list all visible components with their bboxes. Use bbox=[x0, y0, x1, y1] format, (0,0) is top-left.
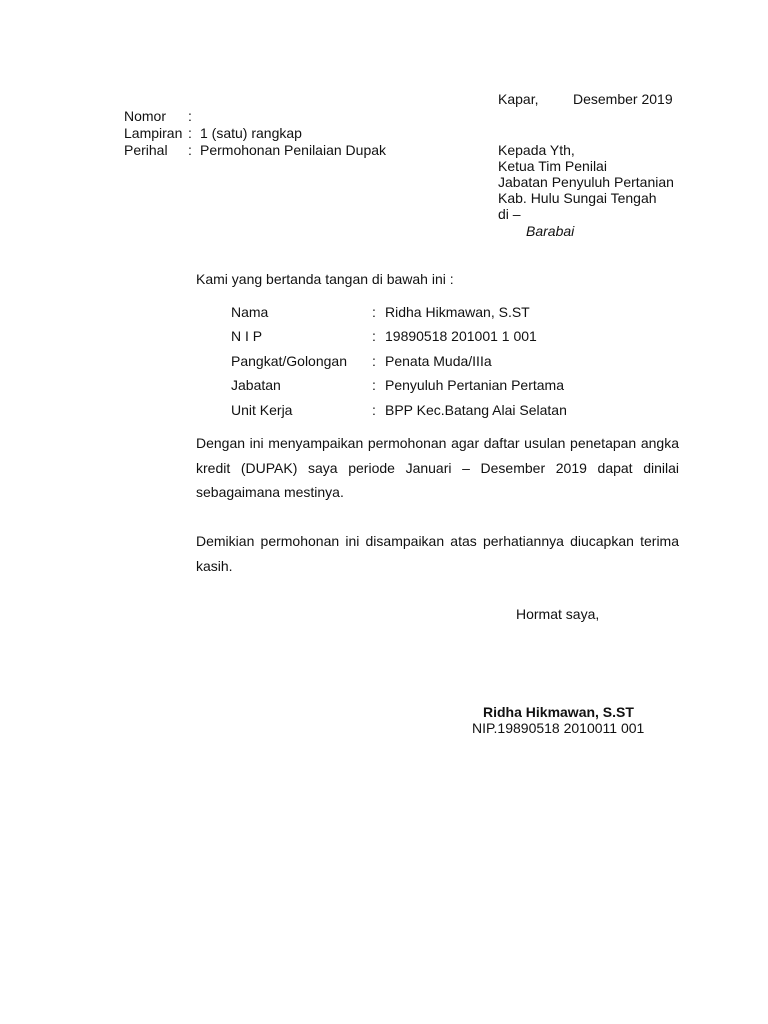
identity-label: Unit Kerja bbox=[231, 402, 293, 418]
meta-perihal-row bbox=[124, 142, 386, 159]
identity-label: Pangkat/Golongan bbox=[231, 353, 347, 369]
identity-value: BPP Kec.Batang Alai Selatan bbox=[385, 402, 567, 418]
recipient-line-5: di – bbox=[498, 206, 521, 222]
meta-lampiran-row bbox=[124, 125, 302, 142]
identity-colon: : bbox=[372, 328, 376, 344]
identity-value: Penyuluh Pertanian Pertama bbox=[385, 377, 564, 393]
meta-perihal-colon: : bbox=[188, 142, 192, 158]
recipient-line-2: Ketua Tim Penilai bbox=[498, 158, 607, 174]
signer-nip: NIP.19890518 2010011 001 bbox=[472, 720, 645, 736]
identity-colon: : bbox=[372, 402, 376, 418]
recipient-line-3: Jabatan Penyuluh Pertanian bbox=[498, 174, 674, 190]
identity-colon: : bbox=[372, 353, 376, 369]
letter-place: Kapar, bbox=[498, 91, 539, 107]
letter-date: Desember 2019 bbox=[573, 91, 673, 107]
identity-colon: : bbox=[372, 304, 376, 320]
meta-perihal-value: Permohonan Penilaian Dupak bbox=[200, 142, 387, 158]
identity-colon: : bbox=[372, 377, 376, 393]
meta-nomor-row bbox=[124, 108, 200, 125]
closing-salutation: Hormat saya, bbox=[516, 606, 600, 622]
body-paragraph-1: Dengan ini menyampaikan permohonan agar daftar usulan penetapan angka kredit (DUPAK) saya periode Januari – Desember 2019 dapat dinilai sebagaimana mestinya. bbox=[196, 435, 679, 500]
signer-name: Ridha Hikmawan, S.ST bbox=[483, 704, 634, 720]
identity-value: Penata Muda/IIIa bbox=[385, 353, 492, 369]
identity-label: Nama bbox=[231, 304, 269, 320]
identity-label: N I P bbox=[231, 328, 263, 344]
recipient-line-4: Kab. Hulu Sungai Tengah bbox=[498, 190, 657, 206]
body-paragraph-2: Demikian permohonan ini disampaikan atas perhatiannya diucapkan terima kasih. bbox=[196, 533, 679, 574]
meta-lampiran-colon: : bbox=[188, 125, 192, 141]
meta-lampiran-label: Lampiran bbox=[124, 125, 183, 141]
identity-value: 19890518 201001 1 001 bbox=[385, 328, 537, 344]
meta-nomor-label: Nomor bbox=[124, 108, 167, 124]
meta-lampiran-value: 1 (satu) rangkap bbox=[200, 125, 302, 141]
intro-text: Kami yang bertanda tangan di bawah ini : bbox=[196, 271, 454, 287]
identity-label: Jabatan bbox=[231, 377, 281, 393]
meta-perihal-label: Perihal bbox=[124, 142, 168, 158]
recipient-city: Barabai bbox=[526, 223, 575, 239]
meta-nomor-colon: : bbox=[188, 108, 192, 124]
identity-value: Ridha Hikmawan, S.ST bbox=[385, 304, 530, 320]
recipient-line-1: Kepada Yth, bbox=[498, 142, 575, 158]
